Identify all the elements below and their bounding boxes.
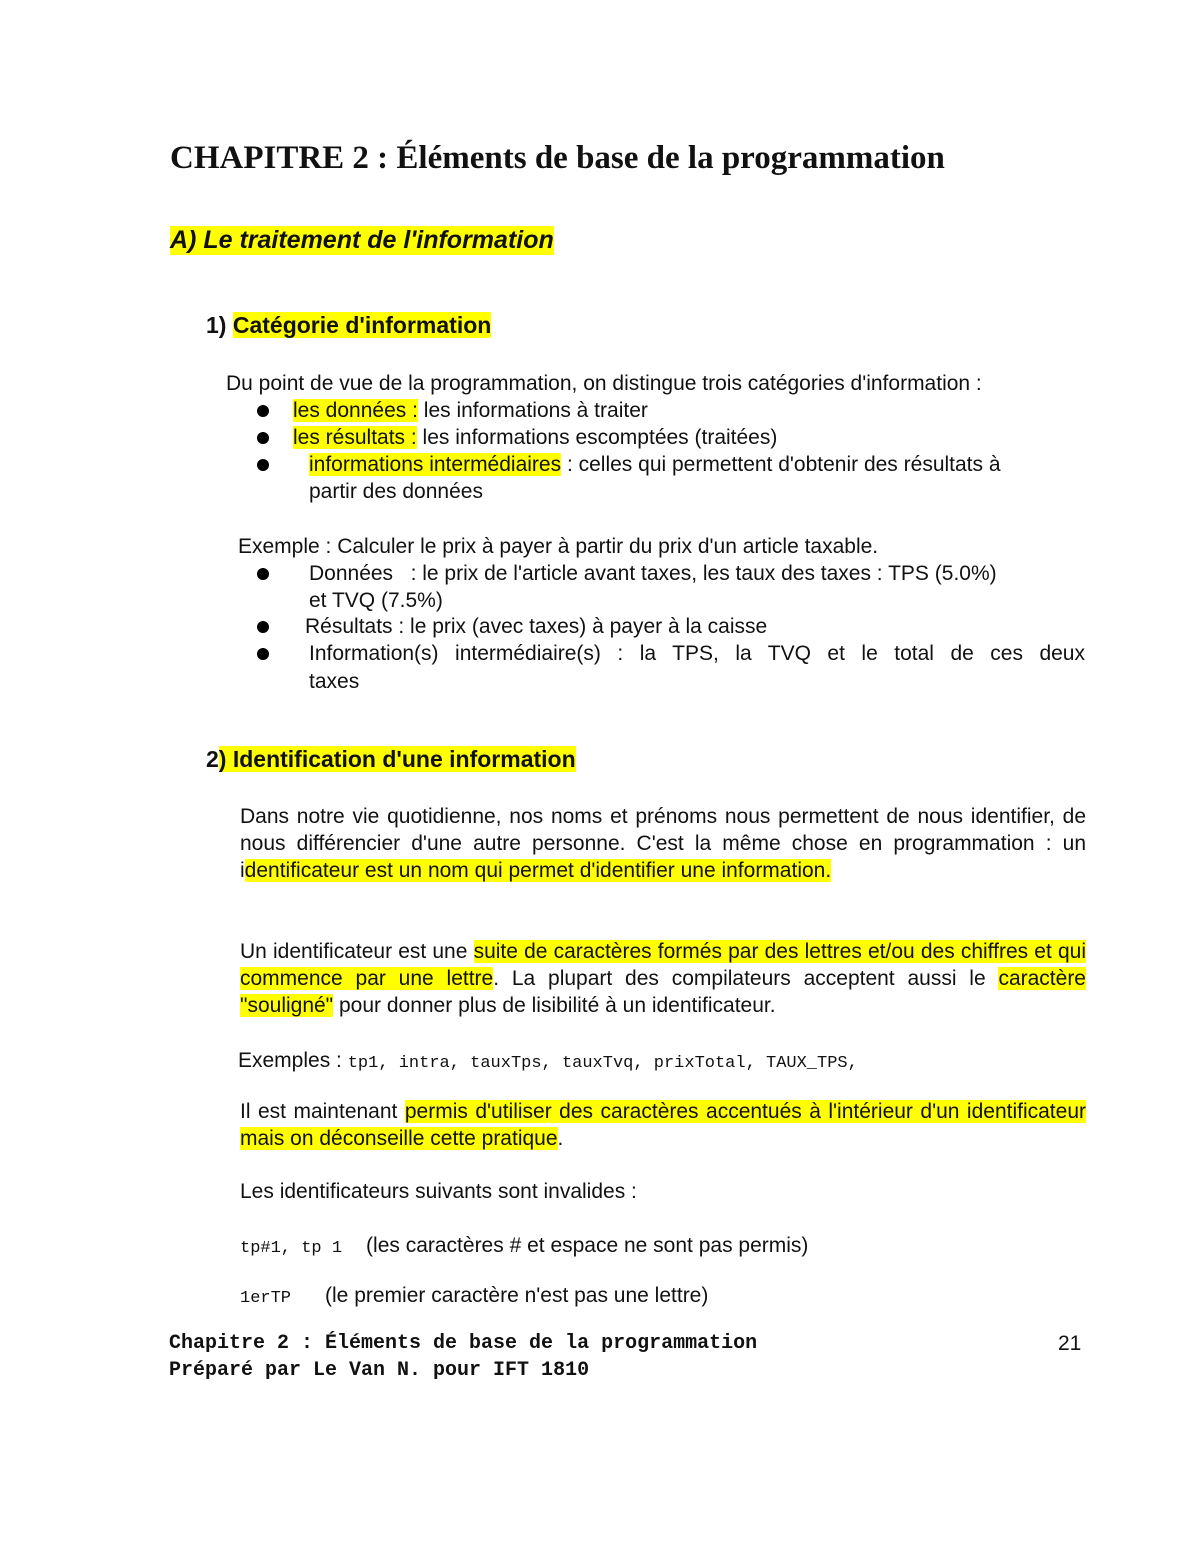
paragraph-accents bbox=[240, 1098, 1086, 1152]
section-2-heading bbox=[206, 746, 576, 773]
example-item: Résultats : le prix (avec taxes) à payer à la caisse bbox=[305, 615, 768, 638]
highlighted-text: caractère "souligné" bbox=[240, 967, 1086, 1017]
invalid-example bbox=[240, 1282, 708, 1312]
list-item-term: les résultats : bbox=[293, 426, 417, 449]
list-item bbox=[293, 424, 777, 451]
bullet-icon bbox=[257, 648, 269, 660]
paragraph-identifier-definition bbox=[240, 803, 1086, 884]
paragraph-identifier-rules bbox=[240, 938, 1086, 1019]
paragraph-text: . bbox=[557, 1127, 564, 1150]
page-number: 21 bbox=[1058, 1332, 1082, 1355]
list-item-term: informations intermédiaires bbox=[309, 453, 562, 476]
footer-chapter: Chapitre 2 : Éléments de base de la programmation bbox=[169, 1332, 758, 1355]
examples-line bbox=[238, 1047, 858, 1077]
section-1-heading bbox=[206, 312, 491, 339]
bullet-icon bbox=[257, 459, 269, 471]
section-1-title: Catégorie d'information bbox=[232, 312, 492, 338]
examples-code: tp1, intra, tauxTps, tauxTvq, prixTotal, TAUX_TPS, bbox=[347, 1054, 858, 1073]
section-1-number: 1) bbox=[206, 312, 233, 338]
section-1-intro: Du point de vue de la programmation, on distingue trois catégories d'information : bbox=[226, 372, 982, 395]
invalid-example bbox=[240, 1232, 808, 1262]
paragraph-text: Dans notre vie quotidienne, nos noms et prénoms nous permettent de nous identifier, de nous différencier d'une autre personne. C'est la même chose en programmation : un i bbox=[240, 805, 1086, 882]
example-intro: Exemple : Calculer le prix à payer à partir du prix d'un article taxable. bbox=[238, 535, 879, 558]
examples-label: Exemples : bbox=[238, 1049, 348, 1072]
example-item-continuation: taxes bbox=[309, 670, 360, 693]
paragraph-text: Il est maintenant bbox=[240, 1100, 405, 1123]
bullet-icon bbox=[257, 621, 269, 633]
page-title: CHAPITRE 2 : Éléments de base de la programmation bbox=[170, 140, 945, 176]
paragraph-text: pour donner plus de lisibilité à un identificateur. bbox=[333, 994, 776, 1017]
section-a-heading: A) Le traitement de l'information bbox=[170, 226, 554, 254]
example-item: Information(s) intermédiaire(s) : la TPS, la TVQ et le total de ces deux bbox=[309, 642, 1085, 665]
invalid-code: 1erTP bbox=[240, 1289, 292, 1308]
list-item bbox=[309, 451, 1001, 478]
section-2-number: 2 bbox=[206, 746, 219, 772]
footer-author: Préparé par Le Van N. pour IFT 1810 bbox=[169, 1359, 590, 1382]
example-item: Données : le prix de l'article avant taxes, les taux des taxes : TPS (5.0%) bbox=[309, 562, 997, 585]
invalid-reason: (le premier caractère n'est pas une lettre) bbox=[325, 1284, 709, 1307]
list-item-text: : celles qui permettent d'obtenir des résultats à bbox=[561, 453, 1001, 476]
paragraph-text: Un identificateur est une bbox=[240, 940, 474, 963]
invalid-code: tp#1, tp 1 bbox=[240, 1239, 343, 1258]
example-item-continuation: et TVQ (7.5%) bbox=[309, 589, 443, 612]
invalid-reason: (les caractères # et espace ne sont pas permis) bbox=[366, 1234, 809, 1257]
list-item-text: les informations à traiter bbox=[417, 399, 648, 422]
highlighted-text: dentificateur est un nom qui permet d'identifier une information. bbox=[244, 859, 832, 882]
list-item-term: les données : bbox=[293, 399, 418, 422]
bullet-icon bbox=[257, 568, 269, 580]
highlighted-text: suite de caractères formés par des lettres et/ou des chiffres et qui commence par une lettre bbox=[240, 940, 1086, 990]
list-item bbox=[293, 397, 648, 424]
bullet-icon bbox=[257, 432, 269, 444]
invalid-intro: Les identificateurs suivants sont invalides : bbox=[240, 1180, 637, 1203]
section-2-title: ) Identification d'une information bbox=[218, 746, 576, 772]
highlighted-text: permis d'utiliser des caractères accentués à l'intérieur d'un identificateur mais on déconseille cette pratique bbox=[240, 1100, 1086, 1150]
list-item-continuation: partir des données bbox=[309, 480, 483, 503]
list-item-text: les informations escomptées (traitées) bbox=[416, 426, 778, 449]
paragraph-text: . La plupart des compilateurs acceptent aussi le bbox=[493, 967, 999, 990]
bullet-icon bbox=[257, 405, 269, 417]
